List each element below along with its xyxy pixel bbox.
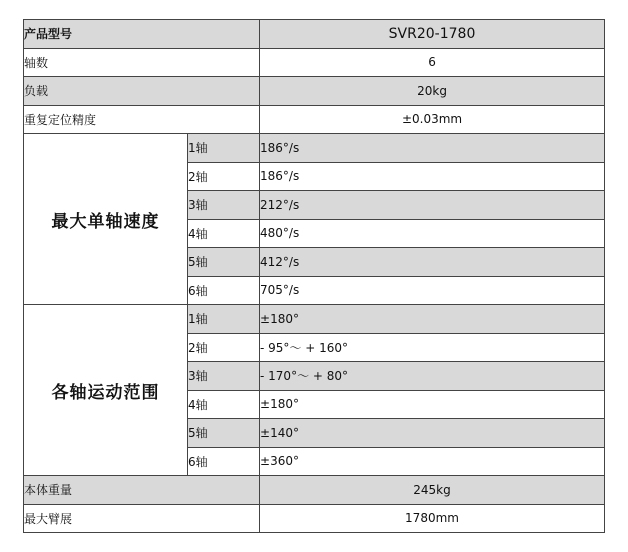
- table-row: [24, 134, 605, 163]
- speed-axis-label: 2轴: [188, 162, 260, 191]
- speed-axis-label: 3轴: [188, 191, 260, 220]
- speed-group-label: 最大单轴速度: [24, 134, 188, 305]
- table-row: [24, 105, 605, 134]
- speed-axis-label: 4轴: [188, 219, 260, 248]
- spec-table: [23, 19, 605, 533]
- repeatability-label: 重复定位精度: [24, 105, 260, 134]
- axes-count-value: 6: [260, 48, 605, 77]
- axes-count-label: 轴数: [24, 48, 260, 77]
- table-row: [24, 20, 605, 49]
- body-weight-label: 本体重量: [24, 476, 260, 505]
- repeatability-value: ±0.03mm: [260, 105, 605, 134]
- range-axis-label: 1轴: [188, 305, 260, 334]
- speed-axis-value: 212°/s: [260, 191, 605, 220]
- payload-label: 负载: [24, 77, 260, 106]
- range-axis-label: 2轴: [188, 333, 260, 362]
- range-axis-label: 4轴: [188, 390, 260, 419]
- table-row: [24, 476, 605, 505]
- range-axis-value: ±180°: [260, 305, 605, 334]
- max-reach-label: 最大臂展: [24, 504, 260, 533]
- model-label: 产品型号: [24, 20, 260, 49]
- model-value: SVR20-1780: [260, 20, 605, 49]
- range-axis-value: ±180°: [260, 390, 605, 419]
- speed-axis-value: 480°/s: [260, 219, 605, 248]
- range-axis-value: - 95°～ + 160°: [260, 333, 605, 362]
- speed-axis-label: 5轴: [188, 248, 260, 277]
- range-axis-label: 6轴: [188, 447, 260, 476]
- speed-axis-value: 186°/s: [260, 134, 605, 163]
- max-reach-value: 1780mm: [260, 504, 605, 533]
- body-weight-value: 245kg: [260, 476, 605, 505]
- table-row: [24, 305, 605, 334]
- range-axis-label: 5轴: [188, 419, 260, 448]
- speed-axis-label: 6轴: [188, 276, 260, 305]
- range-group-label: 各轴运动范围: [24, 305, 188, 476]
- table-row: [24, 77, 605, 106]
- range-axis-label: 3轴: [188, 362, 260, 391]
- table-row: [24, 504, 605, 533]
- speed-axis-label: 1轴: [188, 134, 260, 163]
- payload-value: 20kg: [260, 77, 605, 106]
- speed-axis-value: 412°/s: [260, 248, 605, 277]
- table-row: [24, 48, 605, 77]
- range-axis-value: ±360°: [260, 447, 605, 476]
- speed-axis-value: 186°/s: [260, 162, 605, 191]
- speed-axis-value: 705°/s: [260, 276, 605, 305]
- range-axis-value: ±140°: [260, 419, 605, 448]
- range-axis-value: - 170°～ + 80°: [260, 362, 605, 391]
